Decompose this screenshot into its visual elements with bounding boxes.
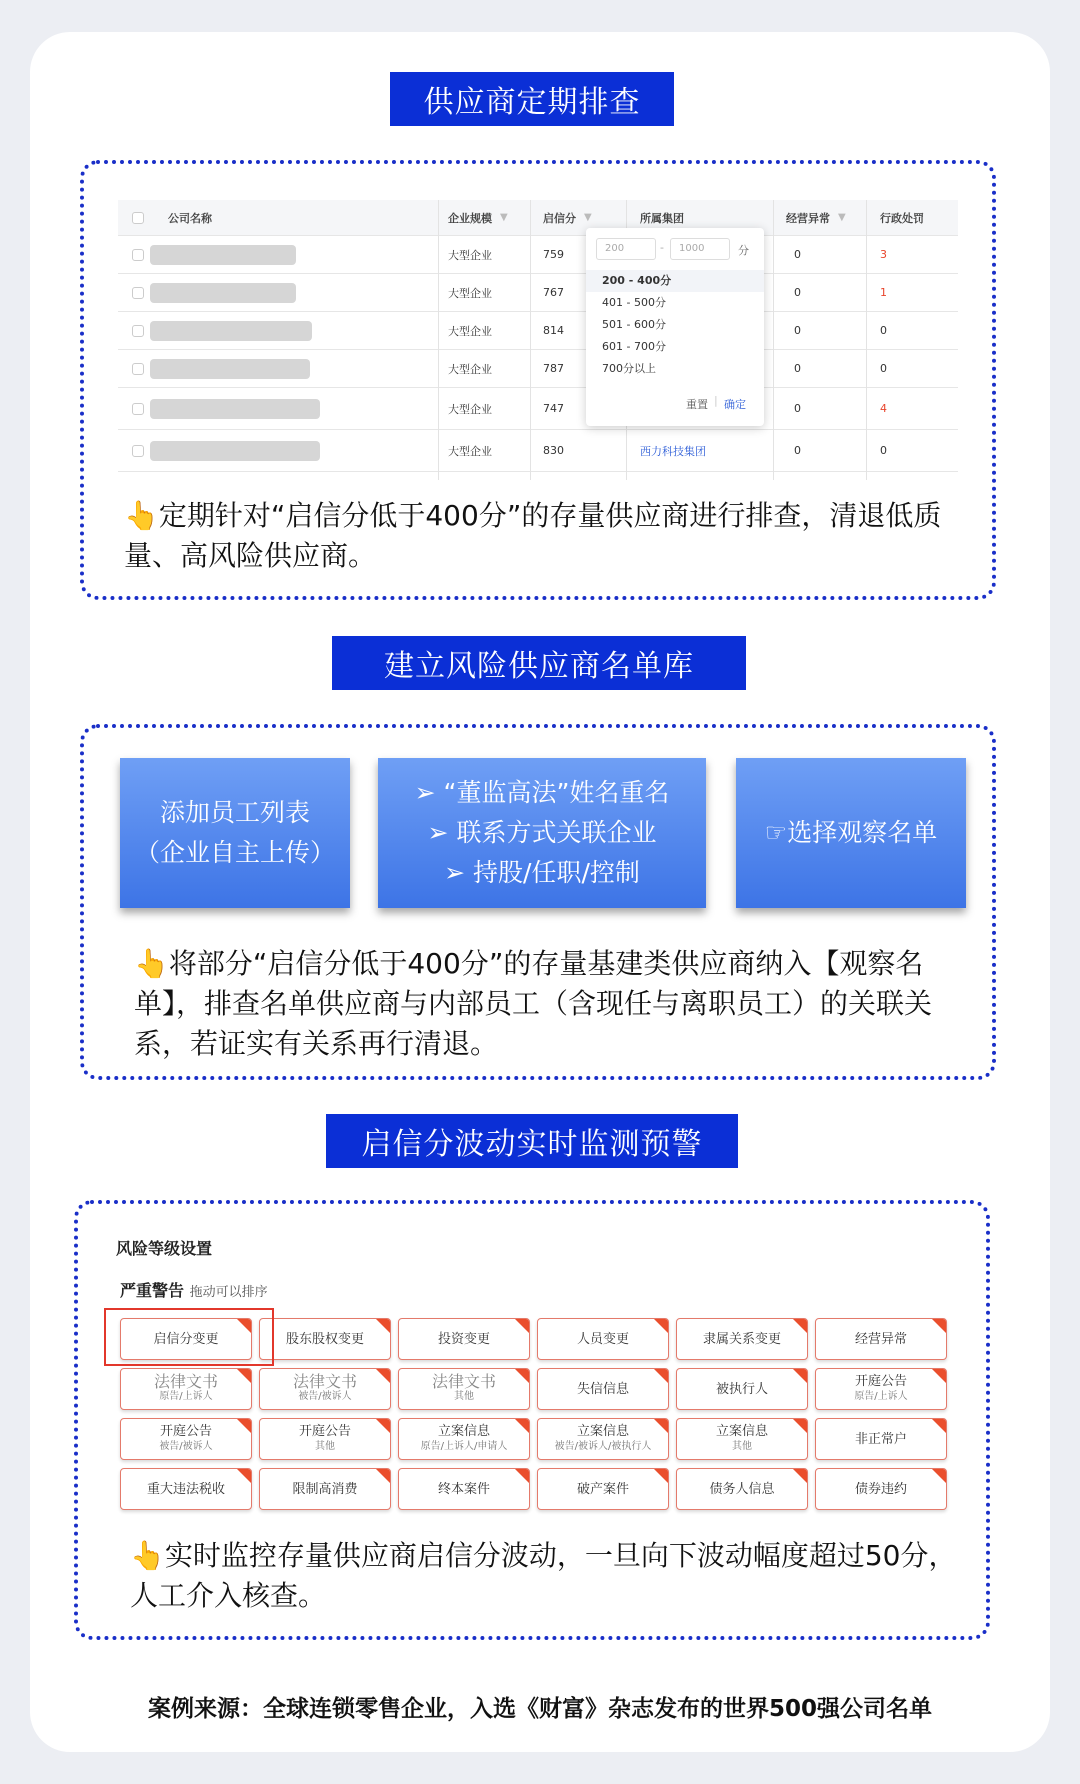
risk-tag-sublabel: 原告/上诉人 — [159, 1391, 213, 1402]
risk-tag-sublabel: 被告/被诉人 — [298, 1391, 352, 1402]
risk-tag[interactable] — [537, 1468, 669, 1510]
drag-hint: 拖动可以排序 — [189, 1285, 268, 1300]
table-row[interactable] — [118, 312, 958, 350]
risk-tag-label: 立案信息 — [437, 1424, 490, 1439]
risk-tag-label: 法律文书 — [431, 1372, 496, 1391]
risk-tag[interactable] — [259, 1368, 391, 1410]
table-row[interactable] — [118, 350, 958, 388]
corner-flag-icon — [793, 1319, 807, 1333]
risk-tag-label: 立案信息 — [576, 1424, 629, 1439]
col-abnormal[interactable]: 经营异常 ▼ — [786, 211, 846, 225]
corner-flag-icon — [376, 1419, 390, 1433]
reset-button[interactable]: 重置 — [686, 398, 708, 411]
corner-flag-icon — [932, 1319, 946, 1333]
penalty-cell: 3 — [880, 248, 887, 261]
corner-flag-icon — [237, 1369, 251, 1383]
col-score[interactable]: 启信分 ▼ — [543, 211, 592, 225]
corner-flag-icon — [793, 1419, 807, 1433]
risk-tag-sublabel: 其他 — [732, 1441, 752, 1452]
risk-tag[interactable] — [537, 1418, 669, 1460]
abnormal-cell: 0 — [794, 286, 801, 299]
filter-icon[interactable]: ▼ — [584, 212, 592, 223]
risk-tag[interactable] — [120, 1368, 252, 1410]
add-employee-list-button[interactable] — [120, 758, 350, 908]
company-name-redacted — [150, 441, 320, 461]
score-option[interactable]: 200 - 400分 — [586, 270, 764, 292]
divider: | — [714, 394, 718, 407]
score-cell: 830 — [543, 444, 564, 457]
add-employee-label: 添加员工列表 — [159, 798, 310, 827]
score-cell: 814 — [543, 324, 564, 337]
risk-tag-label: 开庭公告 — [298, 1424, 351, 1439]
risk-tag-label: 终本案件 — [437, 1481, 490, 1497]
upload-hint-label: （企业自主上传） — [134, 838, 335, 867]
score-cell: 767 — [543, 286, 564, 299]
row-checkbox[interactable] — [132, 287, 144, 299]
filter-icon[interactable]: ▼ — [500, 212, 508, 223]
corner-flag-icon — [515, 1369, 529, 1383]
score-option[interactable]: 601 - 700分 — [602, 340, 666, 353]
col-scale[interactable]: 企业规模 ▼ — [448, 211, 508, 225]
penalty-cell: 0 — [880, 324, 887, 337]
select-all-checkbox[interactable] — [132, 212, 144, 224]
section-title-periodic-check: 供应商定期排查 — [390, 72, 674, 126]
row-checkbox[interactable] — [132, 325, 144, 337]
risk-tag[interactable] — [815, 1418, 947, 1460]
penalty-cell: 1 — [880, 286, 887, 299]
risk-tag-sublabel: 被告/被诉人/被执行人 — [554, 1441, 652, 1452]
risk-tag[interactable] — [537, 1368, 669, 1410]
risk-tag[interactable] — [537, 1318, 669, 1360]
risk-tag-sublabel: 其他 — [454, 1391, 474, 1402]
risk-tag-label: 失信信息 — [576, 1381, 629, 1397]
company-name-redacted — [150, 321, 312, 341]
score-cell: 759 — [543, 248, 564, 261]
risk-tag-label: 限制高消费 — [292, 1481, 358, 1497]
risk-tag[interactable] — [398, 1318, 530, 1360]
risk-tag-sublabel: 原告/上诉人/申请人 — [420, 1441, 508, 1452]
risk-tag[interactable] — [120, 1468, 252, 1510]
scale-cell: 大型企业 — [448, 362, 492, 376]
risk-tag[interactable] — [676, 1318, 808, 1360]
score-cell: 787 — [543, 362, 564, 375]
score-filter-dropdown — [586, 228, 764, 426]
corner-flag-icon — [237, 1419, 251, 1433]
monitoring-note: 👆实时监控存量供应商启信分波动，一旦向下波动幅度超过50分，人工介入核查。 — [130, 1539, 957, 1612]
score-max-input[interactable]: 1000 — [670, 238, 730, 260]
row-checkbox[interactable] — [132, 403, 144, 415]
risk-settings-title: 风险等级设置 — [116, 1239, 213, 1258]
highlight-box — [104, 1308, 274, 1366]
corner-flag-icon — [932, 1469, 946, 1483]
corner-flag-icon — [654, 1469, 668, 1483]
supplier-table — [118, 200, 958, 480]
corner-flag-icon — [515, 1469, 529, 1483]
risk-tag-label: 投资变更 — [437, 1331, 490, 1347]
corner-flag-icon — [237, 1469, 251, 1483]
group-link[interactable]: 西力科技集团 — [640, 444, 706, 458]
risk-tag[interactable] — [676, 1418, 808, 1460]
filter-icon[interactable]: ▼ — [838, 212, 846, 223]
range-dash: - — [660, 241, 664, 254]
risk-tag[interactable] — [676, 1368, 808, 1410]
scale-cell: 大型企业 — [448, 444, 492, 458]
abnormal-cell: 0 — [794, 324, 801, 337]
corner-flag-icon — [376, 1469, 390, 1483]
table-row[interactable] — [118, 274, 958, 312]
corner-flag-icon — [654, 1319, 668, 1333]
risk-tag-label: 股东股权变更 — [285, 1331, 364, 1347]
scale-cell: 大型企业 — [448, 248, 492, 262]
risk-tag-sublabel: 原告/上诉人 — [854, 1391, 908, 1402]
row-checkbox[interactable] — [132, 445, 144, 457]
row-checkbox[interactable] — [132, 363, 144, 375]
risk-tag-label: 隶属关系变更 — [702, 1331, 781, 1347]
col-penalty: 行政处罚 — [880, 211, 924, 225]
section-title-monitoring: 启信分波动实时监测预警 — [326, 1114, 738, 1168]
risk-tag[interactable] — [259, 1468, 391, 1510]
abnormal-cell: 0 — [794, 248, 801, 261]
table-row[interactable] — [118, 430, 958, 472]
scale-cell: 大型企业 — [448, 286, 492, 300]
scale-cell: 大型企业 — [448, 402, 492, 416]
corner-flag-icon — [793, 1469, 807, 1483]
relation-criteria-box — [378, 758, 706, 908]
select-watchlist-label: ☞选择观察名单 — [764, 818, 938, 847]
score-option[interactable]: 401 - 500分 — [602, 296, 666, 309]
corner-flag-icon — [932, 1369, 946, 1383]
section-title-risk-list: 建立风险供应商名单库 — [332, 636, 746, 690]
corner-flag-icon — [654, 1369, 668, 1383]
corner-flag-icon — [654, 1419, 668, 1433]
company-name-redacted — [150, 399, 320, 419]
corner-flag-icon — [515, 1419, 529, 1433]
company-name-redacted — [150, 283, 296, 303]
risk-tag[interactable] — [259, 1318, 391, 1360]
risk-tag[interactable] — [676, 1468, 808, 1510]
criteria-contact: ➢ 联系方式关联企业 — [427, 818, 657, 847]
abnormal-cell: 0 — [794, 444, 801, 457]
risk-tag-label: 开庭公告 — [854, 1374, 907, 1389]
risk-tag-label: 法律文书 — [292, 1372, 357, 1391]
table-header — [118, 200, 958, 236]
penalty-cell: 4 — [880, 402, 887, 415]
penalty-cell: 0 — [880, 362, 887, 375]
company-name-redacted — [150, 359, 310, 379]
confirm-button[interactable]: 确定 — [724, 398, 746, 411]
score-option[interactable]: 700分以上 — [602, 362, 656, 375]
risk-tag[interactable] — [815, 1368, 947, 1410]
risk-tag[interactable] — [398, 1468, 530, 1510]
col-group: 所属集团 — [640, 211, 684, 225]
select-watchlist-button[interactable] — [736, 758, 966, 908]
company-name-redacted — [150, 245, 296, 265]
scale-cell: 大型企业 — [448, 324, 492, 338]
source-footer: 案例来源：全球连锁零售企业，入选《财富》杂志发布的世界500强公司名单 — [147, 1696, 932, 1722]
risk-tag-sublabel: 被告/被诉人 — [159, 1441, 213, 1452]
criteria-same-name: ➢ “董监高法”姓名重名 — [414, 778, 670, 807]
corner-flag-icon — [515, 1319, 529, 1333]
corner-flag-icon — [376, 1369, 390, 1383]
risk-tag-label: 被执行人 — [715, 1381, 768, 1397]
corner-flag-icon — [376, 1319, 390, 1333]
corner-flag-icon — [793, 1369, 807, 1383]
risk-tag-label: 经营异常 — [854, 1331, 907, 1347]
abnormal-cell: 0 — [794, 402, 801, 415]
periodic-check-note: 👆定期针对“启信分低于400分”的存量供应商进行排查，清退低质量、高风险供应商。 — [124, 499, 942, 572]
risk-tag[interactable] — [815, 1318, 947, 1360]
risk-list-note: 👆将部分“启信分低于400分”的存量基建类供应商纳入【观察名单】，排查名单供应商与内部员工（含现任与离职员工）的关联关系，若证实有关系再行清退。 — [134, 947, 933, 1060]
risk-tag-label: 法律文书 — [153, 1372, 218, 1391]
score-cell: 747 — [543, 402, 564, 415]
corner-flag-icon — [932, 1419, 946, 1433]
risk-tag-label: 立案信息 — [715, 1424, 768, 1439]
risk-tag-sublabel: 其他 — [315, 1441, 335, 1452]
risk-tag[interactable] — [259, 1418, 391, 1460]
score-min-input[interactable]: 200 — [596, 238, 656, 260]
risk-tag[interactable] — [815, 1468, 947, 1510]
risk-tag-label: 启信分变更 — [153, 1331, 219, 1347]
risk-tag[interactable] — [398, 1368, 530, 1410]
unit-label: 分 — [738, 244, 749, 257]
risk-tag-label: 重大违法税收 — [146, 1481, 225, 1497]
risk-tag-label: 非正常户 — [854, 1431, 907, 1447]
risk-level-label: 严重警告 拖动可以排序 — [120, 1281, 268, 1300]
table-row[interactable] — [118, 388, 958, 430]
score-option[interactable]: 501 - 600分 — [602, 318, 666, 331]
risk-tag-label: 债券违约 — [854, 1481, 907, 1497]
criteria-holding: ➢ 持股/任职/控制 — [444, 858, 640, 887]
risk-tag-label: 开庭公告 — [159, 1424, 212, 1439]
risk-tag-label: 人员变更 — [576, 1331, 629, 1347]
col-company: 公司名称 — [168, 211, 212, 225]
risk-tag[interactable] — [398, 1418, 530, 1460]
row-checkbox[interactable] — [132, 249, 144, 261]
risk-tag-label: 债务人信息 — [709, 1481, 775, 1497]
abnormal-cell: 0 — [794, 362, 801, 375]
risk-tag[interactable] — [120, 1418, 252, 1460]
table-row[interactable] — [118, 236, 958, 274]
penalty-cell: 0 — [880, 444, 887, 457]
risk-tag-label: 破产案件 — [576, 1481, 629, 1497]
